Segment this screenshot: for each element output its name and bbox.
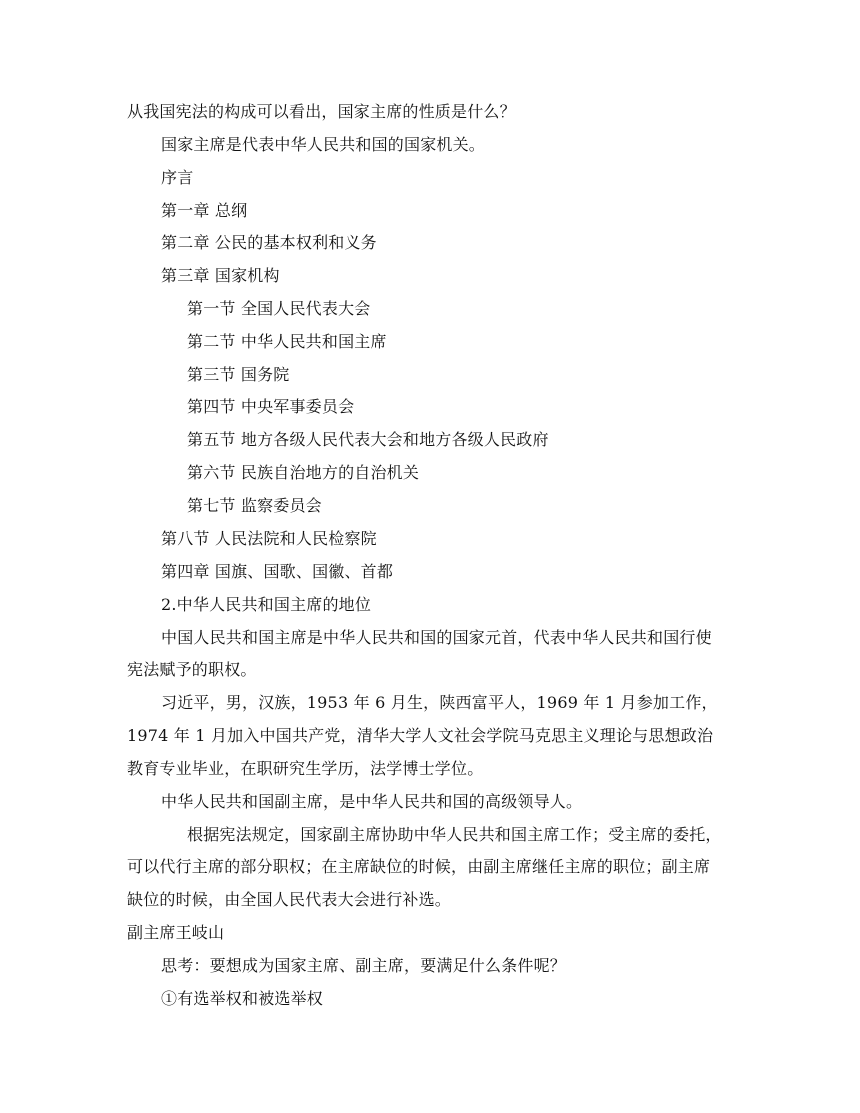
think-question: 思考：要想成为国家主席、副主席，要满足什么条件呢？ <box>161 956 567 975</box>
vice-definition: 中华人民共和国副主席，是中华人民共和国的高级领导人。 <box>161 792 583 811</box>
condition-1: ①有选举权和被选举权 <box>161 989 324 1008</box>
bio-line-1: 习近平，男，汉族，1953 年 6 月生，陕西富平人，1969 年 1 月参加工作， <box>161 693 718 712</box>
question-heading: 从我国宪法的构成可以看出，国家主席的性质是什么？ <box>127 102 516 121</box>
question-answer: 国家主席是代表中华人民共和国的国家机关。 <box>161 135 486 154</box>
vice-paragraph-line-2: 可以代行主席的部分职权；在主席缺位的时候，由副主席继任主席的职位；副主席 <box>127 857 711 876</box>
toc-section-6: 第六节 民族自治地方的自治机关 <box>187 463 420 482</box>
toc-chapter-3: 第三章 国家机构 <box>161 266 280 285</box>
toc-section-3: 第三节 国务院 <box>187 365 290 384</box>
bio-line-2: 1974 年 1 月加入中国共产党，清华大学人文社会学院马克思主义理论与思想政治 <box>127 726 714 745</box>
toc-section-2: 第二节 中华人民共和国主席 <box>187 332 387 351</box>
toc-chapter-1: 第一章 总纲 <box>161 201 248 220</box>
toc-section-5: 第五节 地方各级人民代表大会和地方各级人民政府 <box>187 430 549 449</box>
toc-section-4: 第四节 中央军事委员会 <box>187 397 355 416</box>
toc-section-1: 第一节 全国人民代表大会 <box>187 299 371 318</box>
toc-preface: 序言 <box>161 168 194 187</box>
toc-section-7: 第七节 监察委员会 <box>187 496 322 515</box>
toc-section-8: 第八节 人民法院和人民检察院 <box>161 529 377 548</box>
vice-paragraph-line-1: 根据宪法规定，国家副主席协助中华人民共和国主席工作；受主席的委托， <box>187 825 722 844</box>
vice-president-name: 副主席王岐山 <box>127 923 225 942</box>
status-paragraph-line-1: 中国人民共和国主席是中华人民共和国的国家元首，代表中华人民共和国行使 <box>161 628 712 647</box>
status-paragraph-line-2: 宪法赋予的职权。 <box>127 660 257 679</box>
toc-chapter-4: 第四章 国旗、国歌、国徽、首都 <box>161 562 394 581</box>
toc-chapter-2: 第二章 公民的基本权利和义务 <box>161 233 377 252</box>
status-heading: 2.中华人民共和国主席的地位 <box>161 595 372 614</box>
vice-paragraph-line-3: 缺位的时候，由全国人民代表大会进行补选。 <box>127 890 452 909</box>
bio-line-3: 教育专业毕业，在职研究生学历，法学博士学位。 <box>127 759 484 778</box>
